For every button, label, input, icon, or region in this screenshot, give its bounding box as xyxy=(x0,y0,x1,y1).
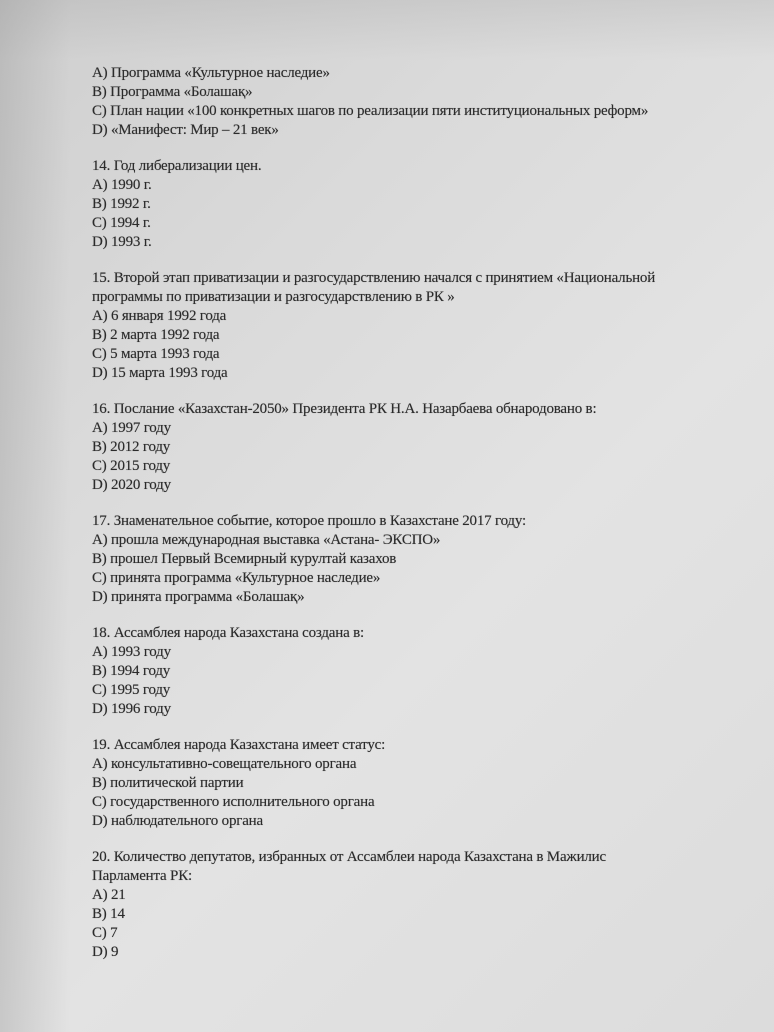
question-text: 18. Ассамблея народа Казахстана создана в: xyxy=(92,625,364,641)
test-content xyxy=(92,64,752,979)
option-a: A) 1993 году xyxy=(92,644,171,660)
option-d: D) 15 марта 1993 года xyxy=(92,365,228,381)
option-d: D) 1993 г. xyxy=(92,234,152,250)
option-a: A) Программа «Культурное наследие» xyxy=(92,65,330,81)
question-text: 19. Ассамблея народа Казахстана имеет статус: xyxy=(92,737,386,753)
option-d: D) 9 xyxy=(92,944,119,960)
option-c: C) государственного исполнительного органа xyxy=(92,794,375,810)
question-18 xyxy=(92,624,752,719)
question-text: 14. Год либерализации цен. xyxy=(92,158,262,174)
question-15 xyxy=(92,269,752,383)
option-c: C) 2015 году xyxy=(92,458,171,474)
option-b: B) Программа «Болашақ» xyxy=(92,84,253,100)
option-b: B) прошел Первый Всемирный курултай казахов xyxy=(92,551,397,567)
option-b: B) 2012 году xyxy=(92,439,171,455)
question-17 xyxy=(92,512,752,607)
question-text: 16. Послание «Казахстан-2050» Президента РК Н.А. Назарбаева обнародовано в: xyxy=(92,401,597,417)
question-text-line1: 20. Количество депутатов, избранных от Ассамблеи народа Казахстана в Мажилис xyxy=(92,849,606,865)
paper-shadow-left xyxy=(0,0,70,1032)
question-text-line2: Парламента РК: xyxy=(92,868,192,884)
option-a: A) 6 января 1992 года xyxy=(92,308,227,324)
paper-shadow-top xyxy=(0,0,774,60)
option-c: C) 1995 году xyxy=(92,682,171,698)
option-d: D) наблюдательного органа xyxy=(92,813,263,829)
question-14 xyxy=(92,157,752,252)
question-text: 17. Знаменательное событие, которое прошло в Казахстане 2017 году: xyxy=(92,513,526,529)
option-a: A) 1997 году xyxy=(92,420,171,436)
option-b: B) 2 марта 1992 года xyxy=(92,327,220,343)
option-b: B) 1992 г. xyxy=(92,196,151,212)
option-c: C) принята программа «Культурное наследие» xyxy=(92,570,381,586)
option-a: A) прошла международная выставка «Астана- ЭКСПО» xyxy=(92,532,441,548)
question-text-line2: программы по приватизации и разгосударствлению в РК » xyxy=(92,289,455,305)
option-c: C) 7 xyxy=(92,925,118,941)
option-c: C) План нации «100 конкретных шагов по реализации пяти институциональных реформ» xyxy=(92,103,649,119)
question-19 xyxy=(92,736,752,831)
option-c: C) 5 марта 1993 года xyxy=(92,346,220,362)
question-16 xyxy=(92,400,752,495)
question-13-options xyxy=(92,64,752,140)
option-d: D) 2020 году xyxy=(92,477,171,493)
option-b: B) политической партии xyxy=(92,775,244,791)
option-b: B) 14 xyxy=(92,906,125,922)
option-d: D) принята программа «Болашақ» xyxy=(92,589,305,605)
question-text-line1: 15. Второй этап приватизации и разгосударствлению начался с принятием «Национальной xyxy=(92,270,656,286)
option-a: A) 1990 г. xyxy=(92,177,152,193)
option-a: A) 21 xyxy=(92,887,126,903)
option-c: C) 1994 г. xyxy=(92,215,151,231)
option-d: D) 1996 году xyxy=(92,701,171,717)
option-d: D) «Манифест: Мир – 21 век» xyxy=(92,122,279,138)
option-b: B) 1994 году xyxy=(92,663,171,679)
option-a: A) консультативно-совещательного органа xyxy=(92,756,357,772)
question-20 xyxy=(92,848,752,962)
